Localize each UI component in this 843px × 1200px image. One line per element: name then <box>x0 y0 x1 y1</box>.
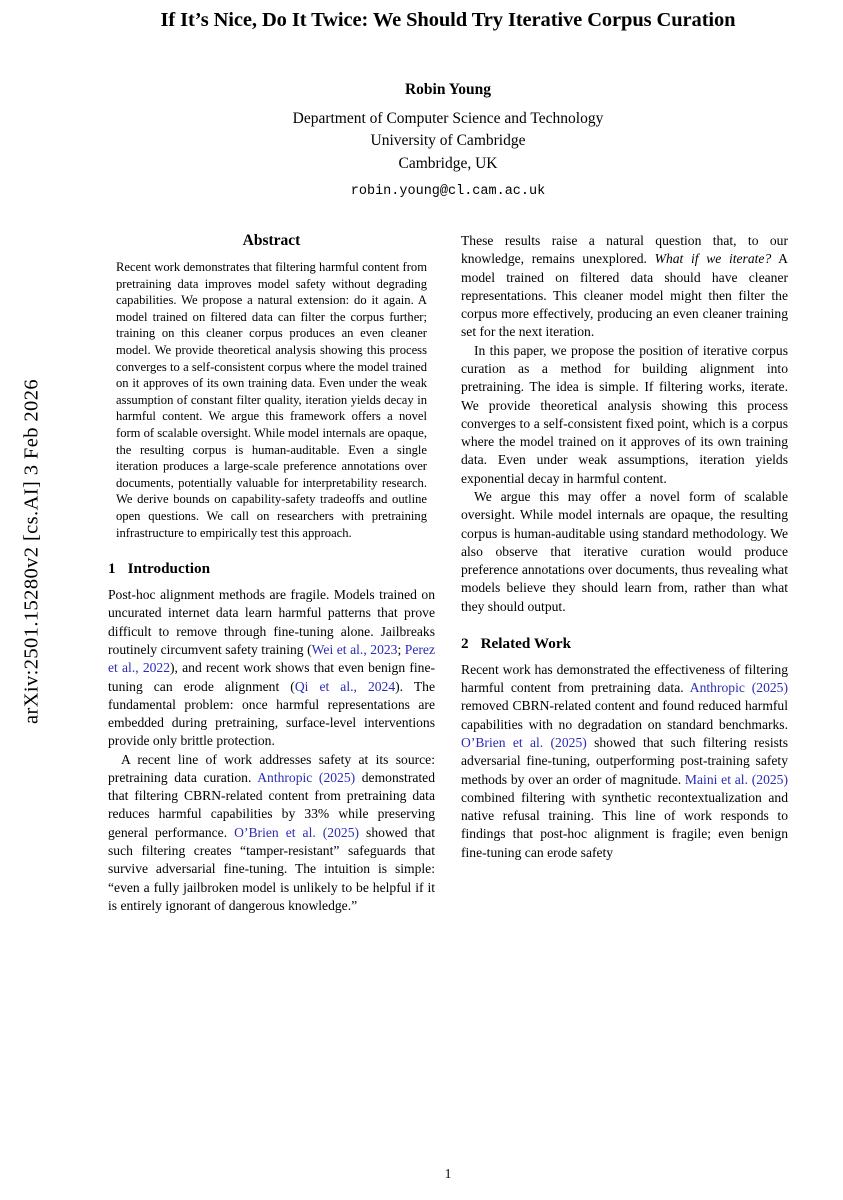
citation-link[interactable]: Wei et al., 2023 <box>311 641 398 657</box>
section-number: 1 <box>108 560 116 578</box>
section-number: 2 <box>461 634 469 652</box>
left-column <box>108 232 435 915</box>
body-text: Recent work has demonstrated the effectiveness of filtering harmful content from pretraining data. <box>461 661 788 696</box>
paragraph <box>108 586 435 751</box>
citation-link[interactable]: Perez et al., 2022 <box>108 641 435 676</box>
abstract-text: Recent work demonstrates that filtering harmful content from pretraining data improves model safety without degrading capabilities. We propose a natural extension: do it again. A model trained on filtered data can filter the corpus further; training on this cleaner corpus produces an even cleaner model. We provide theoretical analysis showing this process converges to a self-consistent corpus where the model trained on it approves of its own training data. Even under the weak assumption of constant filter quality, iteration yields decay in harmful content. We argue this framework offers a novel form of scalable oversight. While model internals are opaque, the resulting corpus is human-auditable. Even a single iteration produces a large-scale preference annotations over documents, potentially valuable for interpretability research. We derive bounds on capability-safety tradeoffs and outline open questions. We call on researchers with pretraining infrastructure to empirically test this approach. <box>116 260 428 540</box>
section-heading-introduction <box>108 560 435 578</box>
emphasis-text: What if we iterate? <box>654 251 772 267</box>
body-text: ), and recent work shows that even benign fine-tuning can erode alignment ( <box>108 660 436 694</box>
body-text: A recent line of work addresses safety at its source: pretraining data curation. <box>108 751 435 785</box>
abstract-heading: Abstract <box>242 232 301 249</box>
section-2-body <box>461 661 788 862</box>
body-text: showed that such filtering resists adversarial fine-tuning, outperforming post-training safety methods by over an order of magnitude. <box>461 735 788 787</box>
citation-link[interactable]: Maini et al. (2025) <box>684 771 789 787</box>
right-column <box>461 232 788 915</box>
citation-link[interactable]: Anthropic (2025) <box>257 769 356 785</box>
paragraph <box>108 751 435 916</box>
citation-link[interactable]: O’Brien et al. (2025) <box>461 735 587 751</box>
section-heading-related-work <box>461 635 788 653</box>
arxiv-stamp: arXiv:2501.15280v2 [cs.AI] 3 Feb 2026 <box>20 378 43 725</box>
body-text: showed that such filtering creates “tamper-resistant” safeguards that survive adversarial fine-tuning. The intuition is simple: “even a fully jailbroken model is unlikely to be helpful if it is entirely ignorant of dangerous knowledge.” <box>108 824 435 913</box>
section-title: Related Work <box>480 634 572 652</box>
body-text: combined filtering with synthetic recontextualization and native refusal training. This line of work responds to findings that post-hoc alignment is fragile; even benign fine-tuning can erode safety <box>461 789 788 860</box>
author-name: Robin Young <box>404 80 491 98</box>
body-text: demonstrated that filtering CBRN-related content from pretraining data reduces harmful capabilities by 33% while preserving general performance. <box>108 769 435 840</box>
citation-link[interactable]: Qi et al., 2024 <box>294 678 396 694</box>
paragraph <box>461 342 788 488</box>
affiliation-line-3: Cambridge, UK <box>398 154 498 172</box>
body-text: A model trained on filtered data should have cleaner representations. This cleaner model might then filter the corpus more effectively, producing an even cleaner training set for the next iteration. <box>461 251 788 340</box>
paragraph <box>461 488 788 616</box>
page-number: 1 <box>444 1166 452 1181</box>
affiliation-line-1: Department of Computer Science and Technology <box>292 109 604 127</box>
author-email: robin.young@cl.cam.ac.uk <box>350 184 546 199</box>
body-text: Post-hoc alignment methods are fragile. Models trained on uncurated internet data learn harmful patterns that prove difficult to remove through fine-tuning alone. Jailbreaks routinely circumvent safety training ( <box>108 587 435 657</box>
page-title: If It’s Nice, Do It Twice: We Should Try Iterative Corpus Curation <box>160 9 736 31</box>
body-text: removed CBRN-related content and found reduced harmful capabilities with no degradation on standard benchmarks. <box>461 698 788 732</box>
section-1-body <box>108 586 435 915</box>
paragraph <box>461 232 788 342</box>
citation-link[interactable]: O’Brien et al. (2025) <box>234 824 360 840</box>
section-1-continued <box>461 232 788 616</box>
paper-content <box>108 0 788 1200</box>
citation-link[interactable]: Anthropic (2025) <box>689 680 788 696</box>
section-title: Introduction <box>127 560 211 578</box>
body-text: These results raise a natural question that, to our knowledge, remains unexplored. <box>461 233 788 267</box>
affiliation-line-2: University of Cambridge <box>370 132 526 150</box>
body-text: ). The fundamental problem: once harmful representations are embedded during pretraining, surface-level interventions provide only brittle protection. <box>108 678 435 749</box>
paragraph <box>461 661 788 862</box>
body-text: In this paper, we propose the position of iterative corpus curation as a method for building alignment into pretraining. The idea is simple. If filtering works, iterate. We provide theoretical analysis showing this process converges to a self-consistent fixed point, which is a corpus where the model trained on it approves of its own training data. Even under weak assumptions, iteration yields exponential decay in harmful content. <box>461 342 788 486</box>
two-column-body <box>108 232 788 915</box>
body-text: We argue this may offer a novel form of scalable oversight. While model internals are opaque, the resulting corpus is human-auditable using standard methodology. We also observe that iterative curation would produce preference annotations over documents, thus revealing what models believe they should learn from, rather than what they should output. <box>461 488 788 614</box>
body-text: ; <box>397 641 405 657</box>
affiliation <box>108 108 788 175</box>
